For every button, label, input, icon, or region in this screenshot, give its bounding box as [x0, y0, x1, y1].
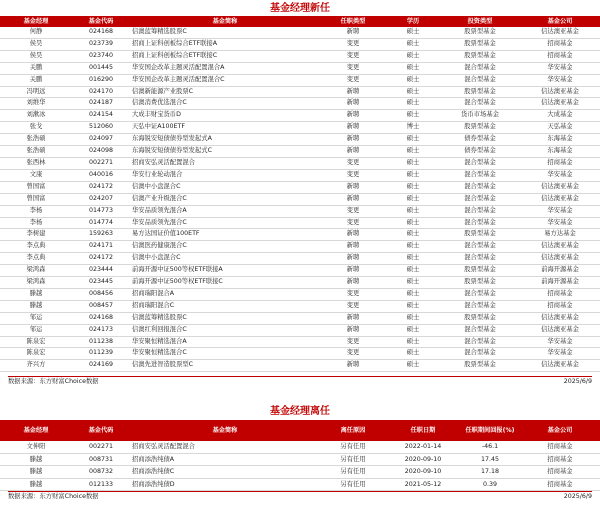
table-cell: 新聘: [320, 193, 386, 205]
table-cell: 硕士: [386, 360, 440, 372]
table-cell: 新聘: [320, 324, 386, 336]
table-cell: 混合型基金: [440, 74, 520, 86]
table-row: [0, 181, 600, 193]
table-cell: 华安基金: [520, 348, 600, 360]
table-cell: 023740: [72, 50, 130, 62]
table-cell: 新聘: [320, 241, 386, 253]
source-text: 数据来源：东方财富Choice数据: [8, 378, 99, 385]
table-cell: 华安行业轮动混合: [130, 169, 320, 181]
table-cell: 信澳蓝筹精选股票C: [130, 312, 320, 324]
source-note-1: [8, 376, 592, 387]
section1-title: 基金经理新任: [270, 3, 330, 14]
section2-title: 基金经理离任: [270, 406, 330, 417]
table-cell: 024168: [72, 27, 130, 38]
table-cell: 512060: [72, 122, 130, 134]
table-cell: 侯昊: [0, 50, 72, 62]
table-cell: 信达澳亚基金: [520, 241, 600, 253]
table-cell: 另有任用: [320, 441, 386, 453]
table-cell: 040016: [72, 169, 130, 181]
table-cell: 混合型基金: [440, 217, 520, 229]
table-cell: 华安品质领先混合A: [130, 205, 320, 217]
table-cell: 信达澳亚基金: [520, 27, 600, 38]
table-cell: 大成基金: [520, 110, 600, 122]
table-cell: 硕士: [386, 98, 440, 110]
table-cell: 024172: [72, 181, 130, 193]
table-cell: 信澳产业升级混合C: [130, 193, 320, 205]
table-cell: 变更: [320, 62, 386, 74]
column-header: 离任原因: [320, 420, 386, 441]
table-cell: 硕士: [386, 300, 440, 312]
table-cell: 023739: [72, 38, 130, 50]
table-cell: 招商基金: [520, 466, 600, 479]
table-cell: 混合型基金: [440, 253, 520, 265]
table-row: [0, 441, 600, 453]
table-cell: 变更: [320, 205, 386, 217]
table-cell: 硕士: [386, 288, 440, 300]
source-date: 2025/6/9: [563, 378, 592, 385]
table-cell: 混合型基金: [440, 241, 520, 253]
table-row: [0, 217, 600, 229]
table-row: [0, 253, 600, 265]
table-cell: 梁鸿森: [0, 265, 72, 277]
table-cell: 硕士: [386, 74, 440, 86]
table-row: [0, 360, 600, 372]
table-cell: 变更: [320, 288, 386, 300]
table-cell: 易方达国证价值100ETF: [130, 229, 320, 241]
table-cell: 024169: [72, 360, 130, 372]
table-cell: 李杨: [0, 217, 72, 229]
table-cell: 012133: [72, 478, 130, 491]
table-cell: 华安基金: [520, 62, 600, 74]
table-cell: 李点典: [0, 253, 72, 265]
table-cell: 张浩硕: [0, 134, 72, 146]
table-cell: 滕越: [0, 453, 72, 466]
table-cell: 陈泉宏: [0, 336, 72, 348]
table-cell: 硕士: [386, 312, 440, 324]
table-cell: 信澳中小盘混合C: [130, 253, 320, 265]
table-row: [0, 453, 600, 466]
table-cell: 天弘基金: [520, 122, 600, 134]
table-row: [0, 300, 600, 312]
table-cell: 招商上证科创板综合ETF联接A: [130, 38, 320, 50]
table-cell: 前海开源基金: [520, 277, 600, 289]
table-header-row: [0, 16, 600, 27]
table-cell: 信澳红利回报混合C: [130, 324, 320, 336]
table-cell: 招商安弘灵活配置混合: [130, 157, 320, 169]
table-cell: 文康: [0, 169, 72, 181]
table-cell: 招商基金: [520, 300, 600, 312]
table-cell: 008457: [72, 300, 130, 312]
table-cell: 招商添浩纯债A: [130, 453, 320, 466]
table-cell: 信达澳亚基金: [520, 360, 600, 372]
table-cell: 硕士: [386, 110, 440, 122]
table-cell: 滕越: [0, 478, 72, 491]
table-cell: 变更: [320, 348, 386, 360]
column-header: 任职类型: [320, 16, 386, 27]
table-cell: 信达澳亚基金: [520, 181, 600, 193]
table-row: [0, 288, 600, 300]
table-cell: 硕士: [386, 38, 440, 50]
table-cell: 齐兴方: [0, 360, 72, 372]
table-cell: 硕士: [386, 86, 440, 98]
table-cell: 硕士: [386, 157, 440, 169]
source-text: 数据来源：东方财富Choice数据: [8, 493, 99, 500]
column-header: 基金代码: [72, 420, 130, 441]
table-cell: 混合型基金: [440, 193, 520, 205]
table-cell: 新聘: [320, 134, 386, 146]
table-cell: 华安基金: [520, 336, 600, 348]
table-row: [0, 62, 600, 74]
table-cell: 新聘: [320, 146, 386, 158]
table-cell: 变更: [320, 74, 386, 86]
table-cell: 2022-01-14: [386, 441, 460, 453]
table-cell: 硕士: [386, 217, 440, 229]
table-cell: 硕士: [386, 169, 440, 181]
table-cell: 新聘: [320, 181, 386, 193]
table-cell: 014773: [72, 205, 130, 217]
table-cell: 024207: [72, 193, 130, 205]
table-cell: 股票型基金: [440, 38, 520, 50]
table-cell: 硕士: [386, 27, 440, 38]
column-header: 基金代码: [72, 16, 130, 27]
table-cell: 华安聚恒精选混合C: [130, 348, 320, 360]
table-cell: 混合型基金: [440, 62, 520, 74]
table-cell: 008731: [72, 453, 130, 466]
table-cell: 招商安弘灵活配置混合: [130, 441, 320, 453]
table-cell: 另有任用: [320, 478, 386, 491]
table-cell: 招商基金: [520, 50, 600, 62]
table-row: [0, 86, 600, 98]
table-row: [0, 324, 600, 336]
table-cell: 016290: [72, 74, 130, 86]
table-cell: 招商瑞阳混合C: [130, 300, 320, 312]
table-cell: 信澳医药健康混合C: [130, 241, 320, 253]
column-header: 基金经理: [0, 16, 72, 27]
table-cell: 变更: [320, 217, 386, 229]
table-cell: 刘漱冰: [0, 110, 72, 122]
table-cell: 华安基金: [520, 217, 600, 229]
table-cell: 另有任用: [320, 453, 386, 466]
table-cell: 159263: [72, 229, 130, 241]
table-cell: 变更: [320, 157, 386, 169]
table-cell: 华安基金: [520, 205, 600, 217]
table-cell: 股票型基金: [440, 277, 520, 289]
table-row: [0, 134, 600, 146]
table-cell: 混合型基金: [440, 348, 520, 360]
table-cell: 招商基金: [520, 157, 600, 169]
table-cell: 硕士: [386, 146, 440, 158]
table-cell: 张西林: [0, 157, 72, 169]
table-cell: 001445: [72, 62, 130, 74]
column-header: 投资类型: [440, 16, 520, 27]
table-cell: 硕士: [386, 253, 440, 265]
table-cell: 023445: [72, 277, 130, 289]
table-cell: 信达澳亚基金: [520, 324, 600, 336]
table-cell: 招商上证科创板综合ETF联接C: [130, 50, 320, 62]
table-cell: 信达澳亚基金: [520, 98, 600, 110]
table-cell: 曾国富: [0, 181, 72, 193]
table-cell: 变更: [320, 169, 386, 181]
column-header: 任职日期: [386, 420, 460, 441]
table-cell: 侯昊: [0, 38, 72, 50]
table-cell: 货币市场基金: [440, 110, 520, 122]
table-cell: 曾国富: [0, 193, 72, 205]
table-cell: 邹运: [0, 324, 72, 336]
table-cell: 梁鸿森: [0, 277, 72, 289]
table-cell: 硕士: [386, 324, 440, 336]
table-cell: 024097: [72, 134, 130, 146]
table-cell: 信澳先进智造股票型C: [130, 360, 320, 372]
table-row: [0, 336, 600, 348]
table-cell: 滕越: [0, 288, 72, 300]
table-cell: 股票型基金: [440, 312, 520, 324]
table-cell: 混合型基金: [440, 324, 520, 336]
table-cell: 股票型基金: [440, 229, 520, 241]
table-row: [0, 205, 600, 217]
table-cell: 17.18: [460, 466, 520, 479]
table-cell: 招商基金: [520, 478, 600, 491]
table-cell: 011238: [72, 336, 130, 348]
table-cell: 008456: [72, 288, 130, 300]
table-cell: 陈泉宏: [0, 348, 72, 360]
table-row: [0, 193, 600, 205]
table-cell: 混合型基金: [440, 288, 520, 300]
table-cell: 华安国企改革主题灵活配置混合A: [130, 62, 320, 74]
table-cell: 新聘: [320, 27, 386, 38]
table-cell: 硕士: [386, 50, 440, 62]
table-cell: 2020-09-10: [386, 466, 460, 479]
table-cell: 014774: [72, 217, 130, 229]
table-cell: 张戈: [0, 122, 72, 134]
table-cell: 大成丰财宝货币D: [130, 110, 320, 122]
departed-manager-table: [0, 420, 600, 491]
table-cell: 华安基金: [520, 74, 600, 86]
source-date: 2025/6/9: [563, 493, 592, 500]
table-row: [0, 169, 600, 181]
table-cell: 债券型基金: [440, 134, 520, 146]
table-cell: 硕士: [386, 134, 440, 146]
table-cell: 前海开源中证500等权ETF联接A: [130, 265, 320, 277]
table-cell: 信澳消费优选混合C: [130, 98, 320, 110]
table-cell: 招商添浩纯债C: [130, 466, 320, 479]
table-cell: 招商瑞阳混合A: [130, 288, 320, 300]
table-cell: 混合型基金: [440, 181, 520, 193]
table-cell: 硕士: [386, 62, 440, 74]
table-cell: 混合型基金: [440, 98, 520, 110]
table-header-row: [0, 420, 600, 441]
table-cell: 混合型基金: [440, 157, 520, 169]
table-cell: 信达澳亚基金: [520, 253, 600, 265]
table-cell: 新聘: [320, 312, 386, 324]
table-cell: 混合型基金: [440, 169, 520, 181]
table-row: [0, 229, 600, 241]
table-cell: 混合型基金: [440, 205, 520, 217]
table-cell: 股票型基金: [440, 50, 520, 62]
table-cell: 前海开源中证500等权ETF联接C: [130, 277, 320, 289]
table-cell: 硕士: [386, 265, 440, 277]
table-cell: 华安聚恒精选混合A: [130, 336, 320, 348]
table-cell: 变更: [320, 38, 386, 50]
table-cell: 张浩硕: [0, 146, 72, 158]
table-cell: 变更: [320, 50, 386, 62]
table-cell: 前海开源基金: [520, 265, 600, 277]
table-cell: 新聘: [320, 86, 386, 98]
table-cell: 华安国企改革主题灵活配置混合C: [130, 74, 320, 86]
table-cell: 滕越: [0, 300, 72, 312]
table-cell: 新聘: [320, 360, 386, 372]
table-cell: 刘维华: [0, 98, 72, 110]
table-row: [0, 265, 600, 277]
table-cell: 024173: [72, 324, 130, 336]
table-cell: 股票型基金: [440, 122, 520, 134]
table-cell: 024172: [72, 253, 130, 265]
table-cell: 招商基金: [520, 441, 600, 453]
table-row: [0, 478, 600, 491]
table-cell: 变更: [320, 300, 386, 312]
column-header: 基金简称: [130, 420, 320, 441]
table-cell: 易方达基金: [520, 229, 600, 241]
table-cell: 硕士: [386, 348, 440, 360]
table-row: [0, 241, 600, 253]
table-cell: 023444: [72, 265, 130, 277]
table-cell: 硕士: [386, 205, 440, 217]
table-cell: 硕士: [386, 181, 440, 193]
table-cell: 新聘: [320, 253, 386, 265]
table-cell: 混合型基金: [440, 300, 520, 312]
table-cell: 信达澳亚基金: [520, 312, 600, 324]
table-cell: 硕士: [386, 229, 440, 241]
table-row: [0, 27, 600, 38]
table-cell: 硕士: [386, 193, 440, 205]
table-row: [0, 312, 600, 324]
table-cell: 17.45: [460, 453, 520, 466]
table-cell: 华安品质领先混合C: [130, 217, 320, 229]
table-row: [0, 50, 600, 62]
table-cell: 股票型基金: [440, 86, 520, 98]
source-note-2: [8, 491, 592, 502]
table-cell: 混合型基金: [440, 336, 520, 348]
table-cell: 关鹏: [0, 74, 72, 86]
table-cell: 变更: [320, 336, 386, 348]
table-cell: 东海基金: [520, 146, 600, 158]
table-row: [0, 277, 600, 289]
column-header: 基金公司: [520, 420, 600, 441]
table-cell: 债券型基金: [440, 146, 520, 158]
table-cell: 新聘: [320, 110, 386, 122]
table-cell: 华安基金: [520, 169, 600, 181]
table-cell: 东海锐安短债债券型发起式A: [130, 134, 320, 146]
table-cell: 硕士: [386, 277, 440, 289]
table-cell: 东海锐安短债债券型发起式C: [130, 146, 320, 158]
table-cell: -46.1: [460, 441, 520, 453]
table-cell: 新聘: [320, 122, 386, 134]
table-cell: 硕士: [386, 336, 440, 348]
table-cell: 何静: [0, 27, 72, 38]
table-cell: 招商基金: [520, 288, 600, 300]
table-cell: 文伸阳: [0, 441, 72, 453]
table-cell: 股票型基金: [440, 360, 520, 372]
table-cell: 新聘: [320, 229, 386, 241]
table-cell: 024187: [72, 98, 130, 110]
table-cell: 新聘: [320, 277, 386, 289]
column-header: 基金简称: [130, 16, 320, 27]
table-cell: 024154: [72, 110, 130, 122]
new-manager-table: [0, 16, 600, 372]
column-header: 基金经理: [0, 420, 72, 441]
table-cell: 李树建: [0, 229, 72, 241]
table-cell: 股票型基金: [440, 265, 520, 277]
table-cell: 2021-05-12: [386, 478, 460, 491]
table-cell: 024098: [72, 146, 130, 158]
table-cell: 新聘: [320, 265, 386, 277]
table-cell: 硕士: [386, 241, 440, 253]
table-cell: 关鹏: [0, 62, 72, 74]
table-cell: 信达澳亚基金: [520, 86, 600, 98]
table-row: [0, 157, 600, 169]
table-row: [0, 146, 600, 158]
table-row: [0, 122, 600, 134]
table-row: [0, 348, 600, 360]
table-cell: 2020-09-10: [386, 453, 460, 466]
table-cell: 股票型基金: [440, 27, 520, 38]
table-cell: 024171: [72, 241, 130, 253]
table-cell: 信达澳亚基金: [520, 193, 600, 205]
table-row: [0, 110, 600, 122]
table-cell: 招商基金: [520, 38, 600, 50]
table-cell: 011239: [72, 348, 130, 360]
column-header: 基金公司: [520, 16, 600, 27]
table-cell: 024168: [72, 312, 130, 324]
table-cell: 博士: [386, 122, 440, 134]
table-cell: 信澳蓝筹精选股票C: [130, 27, 320, 38]
table-cell: 002271: [72, 157, 130, 169]
table-cell: 滕越: [0, 466, 72, 479]
table-cell: 邹运: [0, 312, 72, 324]
table-cell: 东海基金: [520, 134, 600, 146]
table-row: [0, 38, 600, 50]
table-cell: 新聘: [320, 98, 386, 110]
column-header: 学历: [386, 16, 440, 27]
table-cell: 李点典: [0, 241, 72, 253]
table-cell: 002271: [72, 441, 130, 453]
table-cell: 另有任用: [320, 466, 386, 479]
table-row: [0, 74, 600, 86]
table-cell: 008732: [72, 466, 130, 479]
column-header: 任职期间回报(%): [460, 420, 520, 441]
table-cell: 冯明远: [0, 86, 72, 98]
table-row: [0, 98, 600, 110]
table-cell: 招商添浩纯债D: [130, 478, 320, 491]
table-cell: 招商基金: [520, 453, 600, 466]
table-cell: 李杨: [0, 205, 72, 217]
table-cell: 天弘中证A100ETF: [130, 122, 320, 134]
table-row: [0, 466, 600, 479]
table-cell: 024170: [72, 86, 130, 98]
table-cell: 信澳中小盘混合C: [130, 181, 320, 193]
table-cell: 0.39: [460, 478, 520, 491]
table-cell: 信澳新能源产业股票C: [130, 86, 320, 98]
